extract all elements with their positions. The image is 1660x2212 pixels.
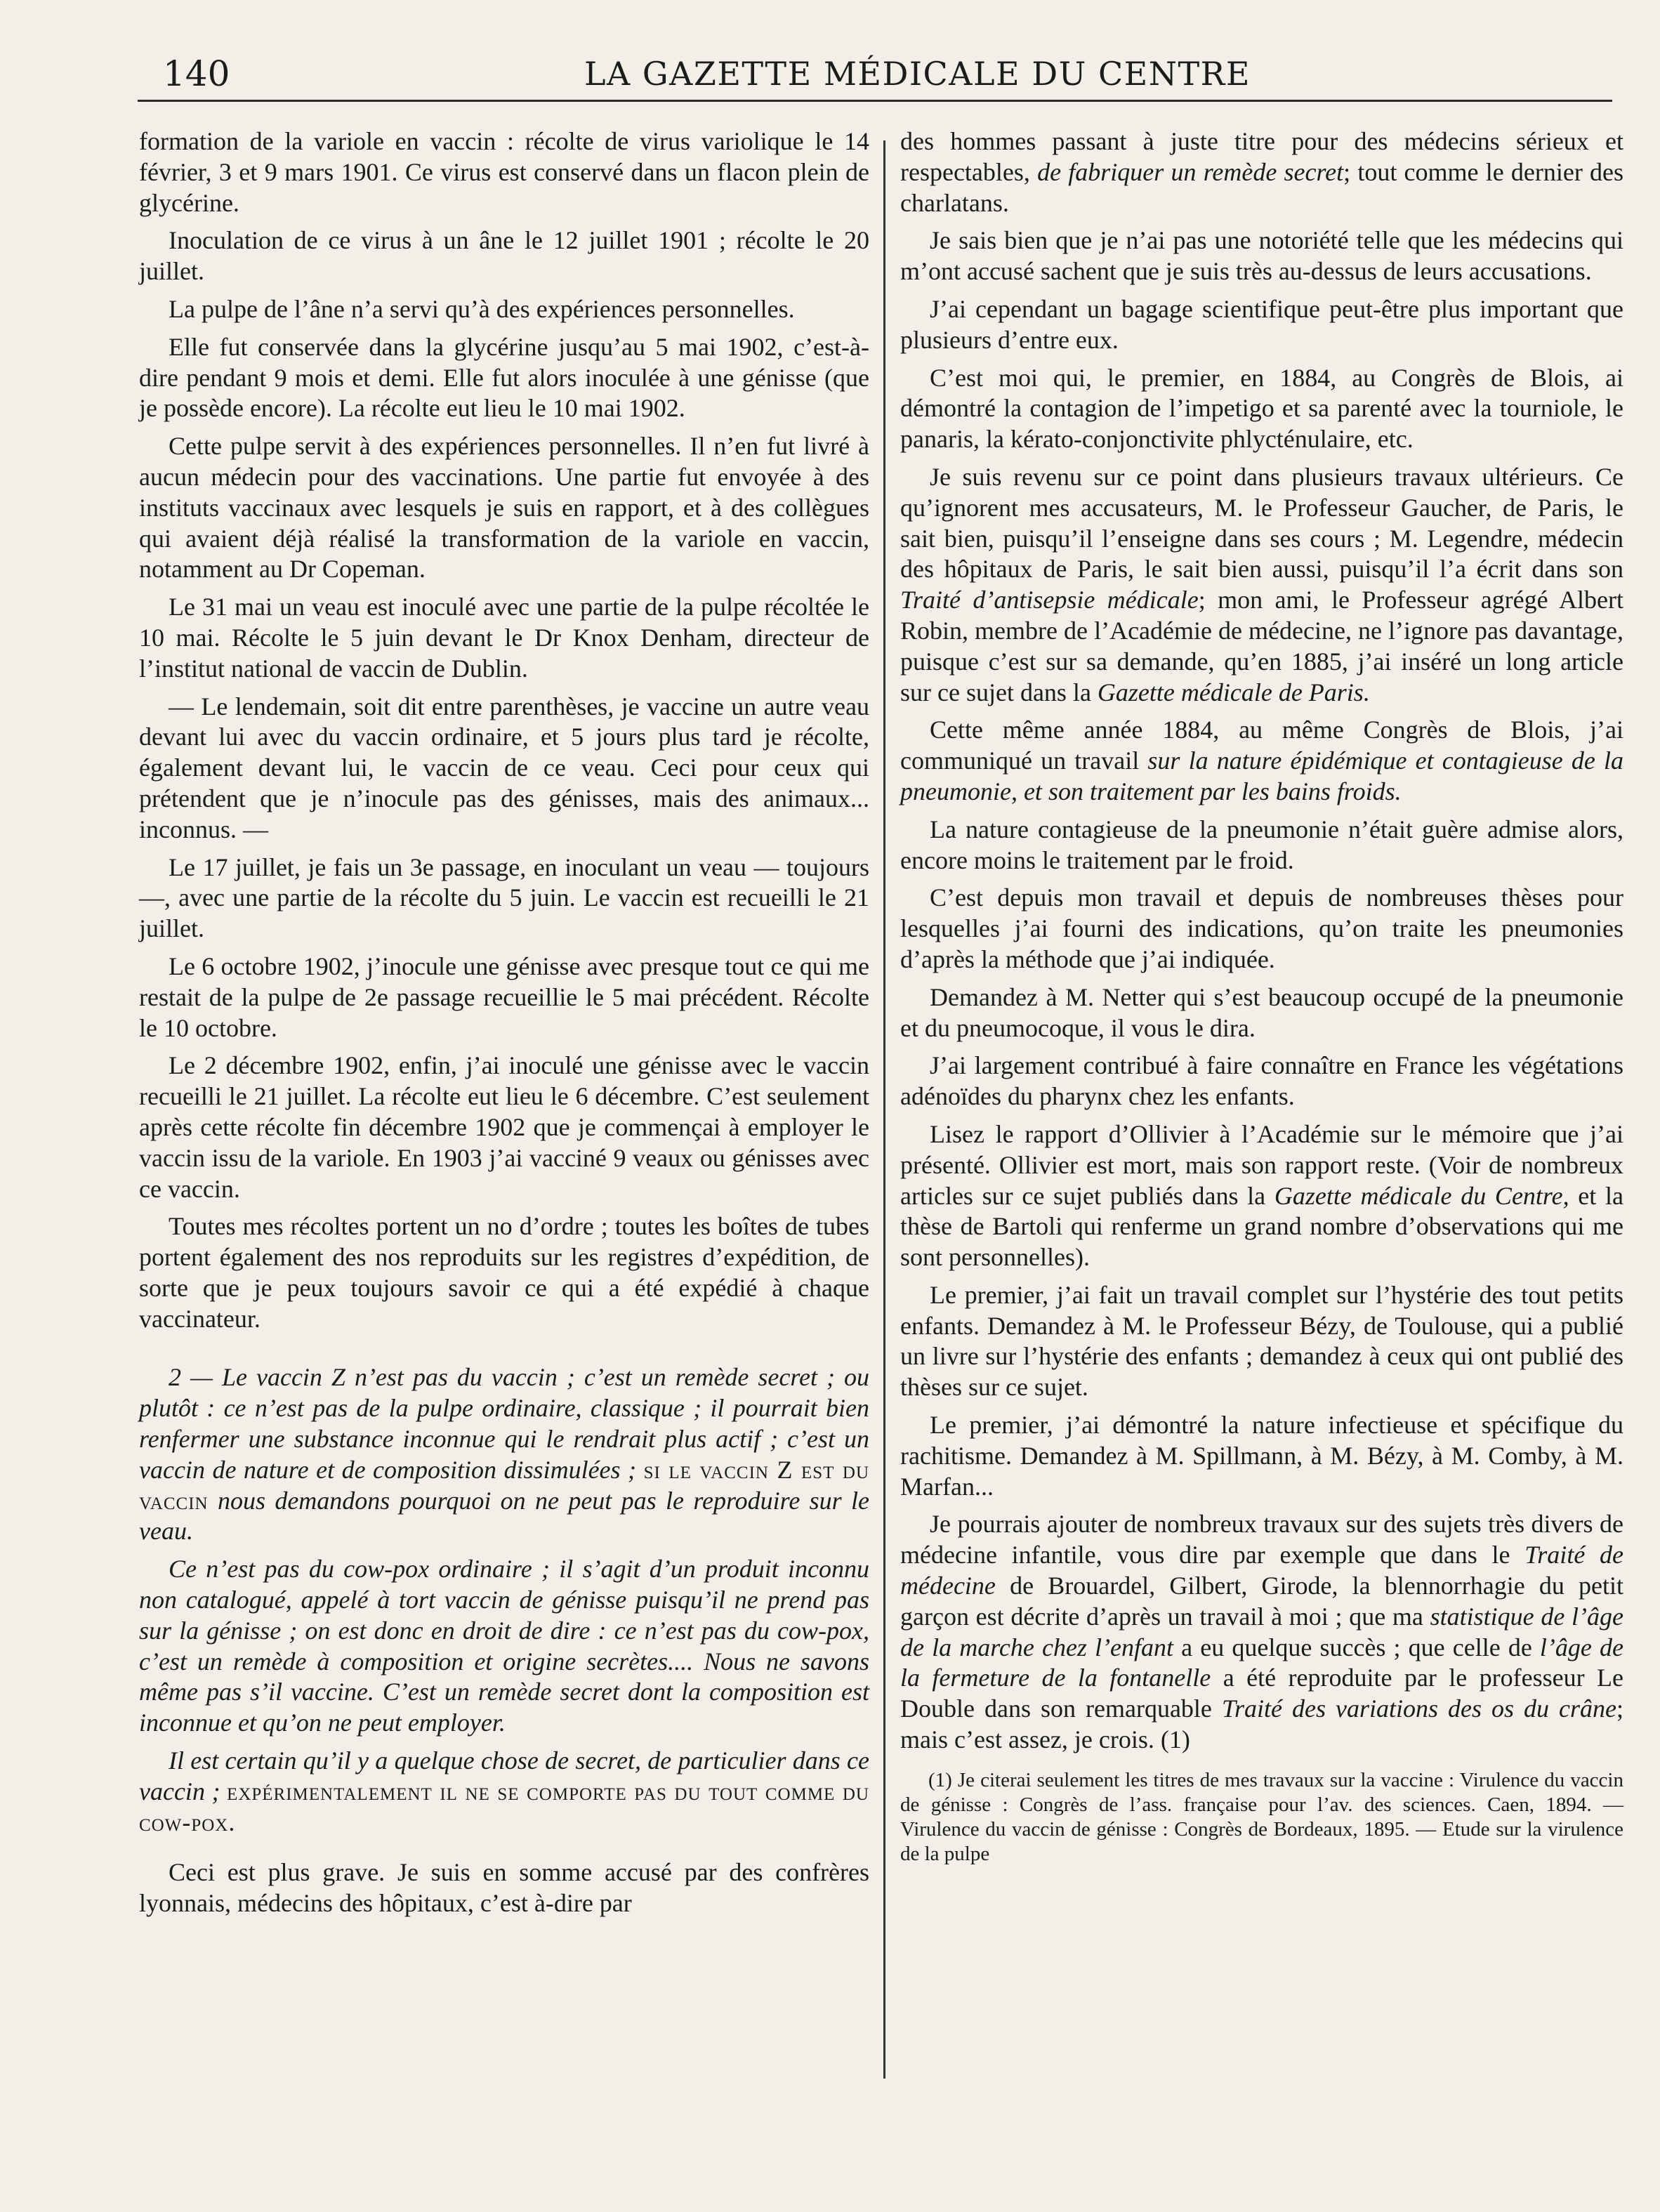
text: ; mais c’est assez, je crois. (1) xyxy=(900,1694,1624,1754)
text: Lisez le rapport d’Ollivier à l’Académie sur le mémoire que j’ai présenté. Ollivier est mort, mais son rapport reste. (Voir de nombreux articles sur ce sujet publiés dans la xyxy=(900,1119,1623,1210)
text: a été reproduite par le professeur Le Double dans son remarquable xyxy=(900,1664,1624,1723)
objection-2 xyxy=(139,1362,869,1547)
column-divider xyxy=(883,140,885,2079)
objection-quote xyxy=(139,1554,869,1739)
paragraph: J’ai largement contribué à faire connaître en France les végétations adénoïdes du pharynx chez les enfants. xyxy=(900,1051,1623,1111)
paragraph: La pulpe de l’âne n’a servi qu’à des expériences personnelles. xyxy=(169,294,795,323)
text: de Brouardel, Gilbert, Girode, la blennorrhagie du petit garçon est décrite d’après un travail à moi ; que ma xyxy=(900,1572,1623,1631)
header-rule xyxy=(138,100,1612,102)
paragraph: Elle fut conservée dans la glycérine jusqu’au 5 mai 1902, c’est-à-dire pendant 9 mois et demi. Elle fut alors inoculée à une génisse (que je possède encore). La récolte eut lieu le 10 mai 1902. xyxy=(139,332,869,423)
paragraph: formation de la variole en vaccin : récolte de virus variolique le 14 février, 3 et 9 mars 1901. Ce virus est conservé dans un flacon plein de glycérine. xyxy=(139,127,869,217)
emphasis: Traité d’antisepsie médicale xyxy=(900,586,1199,614)
footnote xyxy=(900,1768,1623,1867)
emphasis: l’âge de la fermeture de la fontanelle xyxy=(900,1633,1623,1692)
emphasis: Gazette médicale du Centre, xyxy=(1274,1181,1569,1210)
objection-quote-smallcaps: expérimentalement il ne se comporte pas du tout comme du cow-pox. xyxy=(139,1777,869,1836)
paragraph: Toutes mes récoltes portent un no d’ordre ; toutes les boîtes de tubes portent également des nos reproduits sur les registres d’expédition, de sorte que je peux toujours savoir ce qui a été expédié à chaque vaccinateur. xyxy=(139,1212,869,1333)
text: ; tout comme le dernier des charlatans. xyxy=(900,157,1623,217)
emphasis: statistique de l’âge de la marche chez l’enfant xyxy=(900,1602,1623,1661)
paragraph: C’est moi qui, le premier, en 1884, au Congrès de Blois, ai démontré la contagion de l’impetigo et sa parenté avec la tourniole, le panaris, la kérato-conjonctivite phlycténulaire, etc. xyxy=(900,363,1623,454)
objection-quote-italic: Il est certain qu’il y a quelque chose de secret, de particulier dans ce vaccin ; xyxy=(139,1746,869,1805)
paragraph xyxy=(900,1119,1623,1273)
paragraph: Le 6 octobre 1902, j’inocule une génisse avec presque tout ce qui me restait de la pulpe de 2e passage recueillie le 5 mai précédent. Récolte le 10 octobre. xyxy=(139,952,869,1042)
objection-2-italic: 2 — Le vaccin Z n’est pas du vaccin ; c’est un remède secret ; ou plutôt : ce n’est pas de la pulpe ordinaire, classique ; il pourrait bien renfermer une substance inconnue qui le rendrait plus actif ; c’est un vaccin de nature et de composition dissimulées ; xyxy=(139,1363,869,1484)
paragraph: Cette pulpe servit à des expériences personnelles. Il n’en fut livré à aucun médecin pour des vaccinations. Une partie fut envoyée à des instituts vaccinaux avec lesquels je suis en rapport, et à des collègues qui avaient déjà réalisé la transformation de la variole en vaccin, notamment au Dr Copeman. xyxy=(139,432,869,584)
journal-title: LA GAZETTE MÉDICALE DU CENTRE xyxy=(584,55,1251,93)
left-column xyxy=(139,126,869,1926)
paragraph: C’est depuis mon travail et depuis de nombreuses thèses pour lesquelles j’ai fourni des indications, qu’on traite les pneumonies d’après la méthode que j’ai indiquée. xyxy=(900,883,1623,973)
paragraph xyxy=(900,715,1623,807)
paragraph: — Le lendemain, soit dit entre parenthèses, je vaccine un autre veau devant lui avec du vaccin ordinaire, et 5 jours plus tard je récolte, également devant lui, le vaccin de ce veau. Ceci pour ceux qui prétendent que je n’inocule pas des génisses, mais des animaux... inconnus. — xyxy=(139,692,869,843)
objection-quote xyxy=(139,1746,869,1838)
text: et la thèse de Bartoli qui renferme un grand nombre d’observations qui me sont personnelles). xyxy=(900,1181,1623,1272)
text: a eu quelque succès ; que celle de xyxy=(1181,1633,1532,1661)
paragraph: Ceci est plus grave. Je suis en somme accusé par des confrères lyonnais, médecins des hôpitaux, c’est à-dire par xyxy=(139,1858,869,1918)
emphasis: sur la nature épidémique et contagieuse de la pneumonie, et son traitement par les bains froids. xyxy=(900,746,1623,805)
paragraph: Le 2 décembre 1902, enfin, j’ai inoculé une génisse avec le vaccin recueilli le 21 juillet. La récolte eut lieu le 6 décembre. C’est seulement après cette récolte fin décembre 1902 que je commençai à employer le vaccin issu de la variole. En 1903 j’ai vacciné 9 veaux ou génisses avec ce vaccin. xyxy=(139,1051,869,1203)
paragraph: Le premier, j’ai démontré la nature infectieuse et spécifique du rachitisme. Demandez à M. Spillmann, à M. Bézy, à M. Comby, à M. Marfan... xyxy=(900,1411,1623,1501)
text: Je pourrais ajouter de nombreux travaux sur des sujets très divers de médecine infantile, vous dire par exemple que dans le xyxy=(900,1510,1623,1569)
emphasis: Gazette médicale de Paris. xyxy=(1097,678,1370,706)
objection-2-end: nous demandons pourquoi on ne peut pas le reproduire sur le veau. xyxy=(139,1486,869,1546)
running-header xyxy=(163,49,1602,98)
objection-2-smallcaps: si le vaccin Z est du vaccin xyxy=(139,1455,870,1515)
paragraph: Le 31 mai un veau est inoculé avec une partie de la pulpe récoltée le 10 mai. Récolte le 5 juin devant le Dr Knox Denham, directeur de l’institut national de vaccin de Dublin. xyxy=(139,593,869,683)
text: Cette même année 1884, au même Congrès de Blois, j’ai communiqué un travail xyxy=(900,716,1623,775)
paragraph xyxy=(900,462,1623,708)
text: Je suis revenu sur ce point dans plusieurs travaux ultérieurs. Ce qu’ignorent mes accusateurs, M. le Professeur Gaucher, de Paris, le sait bien, puisqu’il l’enseigne dans ses cours ; M. Legendre, médecin des hôpitaux de Paris, le sait bien aussi, puisqu’il l’a écrit dans son xyxy=(900,462,1623,584)
emphasis: Traité de médecine xyxy=(900,1541,1623,1600)
paragraph: Demandez à M. Netter qui s’est beaucoup occupé de la pneumonie et du pneumocoque, il vous le dira. xyxy=(900,982,1623,1042)
text: ; mon ami, le Professeur agrégé Albert Robin, membre de l’Académie de médecine, ne l’ignore pas davantage, puisque c’est sur sa demande, qu’en 1885, j’ai inséré un long article sur ce sujet dans la xyxy=(900,586,1623,706)
paragraph xyxy=(900,126,1623,218)
paragraph: La nature contagieuse de la pneumonie n’était guère admise alors, encore moins le traitement par le froid. xyxy=(900,815,1623,874)
footnote-text: (1) Je citerai seulement les titres de mes travaux sur la vaccine : Virulence du vaccin de génisse : Congrès de l’ass. française pour l’av. des sciences. Caen, 1894. — Virulence du vaccin de génisse : Congrès de Bordeaux, 1895. — Etude sur la virulence de la pulpe xyxy=(900,1768,1623,1865)
emphasis: Traité des variations des os du crâne xyxy=(1221,1694,1616,1723)
paragraph: J’ai cependant un bagage scientifique peut-être plus important que plusieurs d’entre eux. xyxy=(900,294,1623,354)
page-number: 140 xyxy=(163,53,230,94)
paragraph: Inoculation de ce virus à un âne le 12 juillet 1901 ; récolte le 20 juillet. xyxy=(139,226,869,286)
paragraph: Je sais bien que je n’ai pas une notoriété telle que les médecins qui m’ont accusé sachent que je suis très au-dessus de leurs accusations. xyxy=(900,226,1623,286)
right-column xyxy=(900,126,1623,1867)
paragraph xyxy=(900,1509,1623,1755)
paragraph: Le 17 juillet, je fais un 3e passage, en inoculant un veau — toujours —, avec une partie de la récolte du 5 juin. Le vaccin est recueilli le 21 juillet. xyxy=(139,852,869,943)
text: des hommes passant à juste titre pour des médecins sérieux et respectables, xyxy=(900,127,1623,186)
paragraph: Le premier, j’ai fait un travail complet sur l’hystérie des tout petits enfants. Demandez à M. le Professeur Bézy, de Toulouse, qui a publié un livre sur l’hystérie des enfants ; demandez à ceux qui ont publié des thèses sur ce sujet. xyxy=(900,1280,1623,1402)
objection-quote-text: Ce n’est pas du cow-pox ordinaire ; il s’agit d’un produit inconnu non catalogué, appelé à tort vaccin de génisse puisqu’il ne prend pas sur la génisse ; on est donc en droit de dire : ce n’est pas du cow-pox, c’est un remède à composition et origine secrètes.... Nous ne savons même pas s’il vaccine. C’est un remède secret dont la composition est inconnue et qu’on ne peut employer. xyxy=(139,1555,869,1737)
emphasis: de fabriquer un remède secret xyxy=(1037,157,1344,186)
